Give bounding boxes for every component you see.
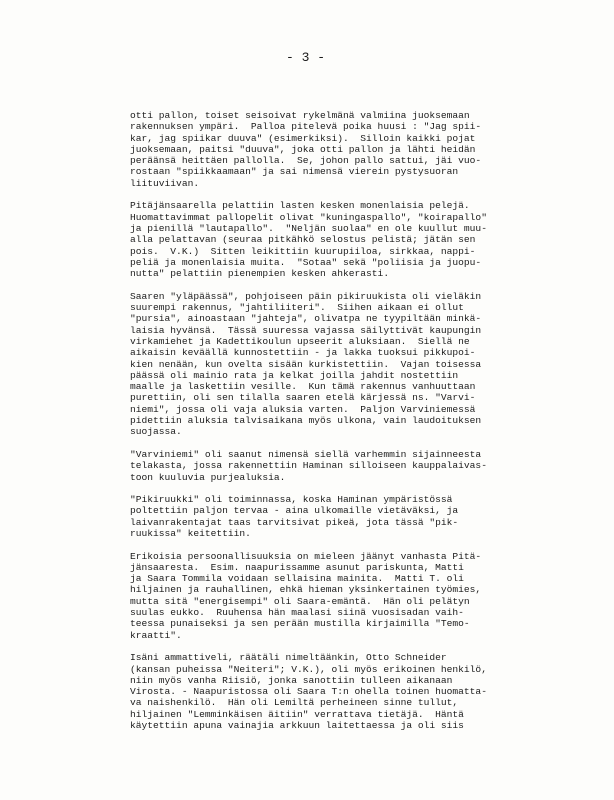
text-line: "Pikiruukki" oli toiminnassa, koska Haminan ympäristössä [130, 494, 453, 506]
paragraph [130, 291, 600, 438]
text-line: maalle ja laskettiin vesille. Kun tämä rakennus vanhuuttaan [130, 381, 476, 393]
page-number: - 3 - [286, 50, 326, 65]
paragraph [130, 449, 600, 483]
document-body [130, 110, 600, 743]
text-line: Saaren "yläpäässä", pohjoiseen päin pikiruukista oli vieläkin [130, 290, 482, 302]
text-line: kraatti". [130, 629, 182, 641]
text-line: peliä ja monenlaisia muita. "Sotaa" sekä "poliisia ja juopu- [130, 256, 482, 268]
text-line: suurempi rakennus, "jahtiliiteri". Siihen aikaan ei ollut [130, 302, 464, 314]
text-line: laisia hyvänsä. Tässä suuressa vajassa säilyttivät kaupungin [130, 324, 482, 336]
text-line: suojassa. [130, 426, 182, 438]
text-line: Pitäjänsaarella pelattiin lasten kesken monenlaisia pelejä. [130, 200, 470, 212]
text-line: va naishenkilö. Hän oli Lemiltä perheineen sinne tullut, [130, 697, 459, 709]
text-line: "pursia", ainoastaan "jahteja", olivatpa ne tyypiltään minkä- [130, 313, 482, 325]
text-line: niin myös vanha Riisiö, jonka sanottiin tulleen aikanaan [130, 674, 453, 686]
text-line: aikaisin keväällä kunnostettiin - ja lakka tuoksui pikkupoi- [130, 347, 476, 359]
text-line: kar, jag spiikar duuva" (esimerkiksi). Silloin kaikki pojat [130, 132, 476, 144]
text-line: poltettiin paljon tervaa - aina ulkomaille vietäväksi, ja [130, 505, 459, 517]
text-line: niemi", jossa oli vaja aluksia varten. Paljon Varviniemessä [130, 403, 476, 415]
text-line: pidettiin aluksia talvisaikana myös ulkona, vain laudoituksen [130, 415, 482, 427]
text-line: juoksemaan, paitsi "duuva", joka otti pallon ja lähti heidän [130, 143, 476, 155]
text-line: alla pelattavan (seuraa pitkähkö selostus pelistä; jätän sen [130, 234, 476, 246]
text-line: (kansan puheissa "Neiteri"; V.K.), oli myös erikoinen henkilö, [130, 663, 487, 675]
text-line: kien nenään, kun ovelta sisään kurkistettiin. Vajan toisessa [130, 358, 482, 370]
text-line: Erikoisia persoonallisuuksia on mieleen jäänyt vanhasta Pitä- [130, 550, 482, 562]
text-line: käytettiin apuna vainajia arkkuun laitettaessa ja oli siis [130, 720, 464, 732]
text-line: nutta" pelattiin pienempien kesken ahkerasti. [130, 268, 390, 280]
text-line: otti pallon, toiset seisoivat rykelmänä valmiina juoksemaan [130, 110, 470, 121]
paragraph [130, 200, 600, 279]
text-line: päässä oli mainio rata ja kelkat joilla jahdit nostettiin [130, 369, 459, 381]
text-line: liituviivan. [130, 177, 200, 189]
text-line: hiljainen "Lemminkäisen äitiin" verrattava tietäjä. Häntä [130, 708, 464, 720]
text-line: teessa punaiseksi ja sen perään mustilla kirjaimilla "Temo- [130, 618, 470, 630]
paragraph [130, 551, 600, 641]
text-line: peräänsä heittäen pallolla. Se, johon pallo sattui, jäi vuo- [130, 155, 482, 167]
text-line: jänsaaresta. Esim. naapurissamme asunut pariskunta, Matti [130, 561, 464, 573]
text-line: Huomattavimmat pallopelit olivat "kuningaspallo", "koirapallo" [130, 211, 487, 223]
text-line: pois. V.K.) Sitten leikittiin kuurupiiloa, sirkkaa, nappi- [130, 245, 476, 257]
paragraph [130, 110, 600, 189]
text-line: ja pienillä "lautapallo". "Neljän suolaa" en ole kuullut muu- [130, 222, 487, 234]
text-line: telakasta, jossa rakennettiin Haminan silloiseen kauppalaivas- [130, 460, 487, 472]
text-line: rostaan "spiikkaamaan" ja sai nimensä vierein pystysuoran [130, 166, 459, 178]
text-line: rakennuksen ympäri. Palloa pitelevä poika huusi : "Jag spii- [130, 121, 482, 133]
text-line: toon kuuluvia purjealuksia. [130, 471, 286, 483]
text-line: hiljainen ja rauhallinen, ehkä hieman yksinkertainen työmies, [130, 584, 482, 596]
text-line: laivanrakentajat taas tarvitsivat pikeä, jota tässä "pik- [130, 516, 459, 528]
text-line: mutta sitä "energisempi" oli Saara-emäntä. Hän oli pelätyn [130, 595, 470, 607]
text-line: purettiin, oli sen tilalla saaren etelä kärjessä ns. "Varvi- [130, 392, 476, 404]
paragraph [130, 652, 600, 731]
paragraph [130, 494, 600, 539]
text-line: suulas eukko. Ruuhensa hän maalasi siinä vuosisadan vaih- [130, 607, 464, 619]
text-line: Virosta. - Naapuristossa oli Saara T:n ohella toinen huomatta- [130, 686, 487, 698]
text-line: ja Saara Tommila voidaan sellaisina mainita. Matti T. oli [130, 573, 464, 585]
text-line: virkamiehet ja Kadettikoulun upseerit aluksiaan. Siellä ne [130, 335, 470, 347]
text-line: ruukissa" keitettiin. [130, 527, 251, 539]
text-line: "Varviniemi" oli saanut nimensä siellä varhemmin sijainneesta [130, 448, 482, 460]
text-line: Isäni ammattiveli, räätäli nimeltäänkin, Otto Schneider [130, 652, 447, 664]
